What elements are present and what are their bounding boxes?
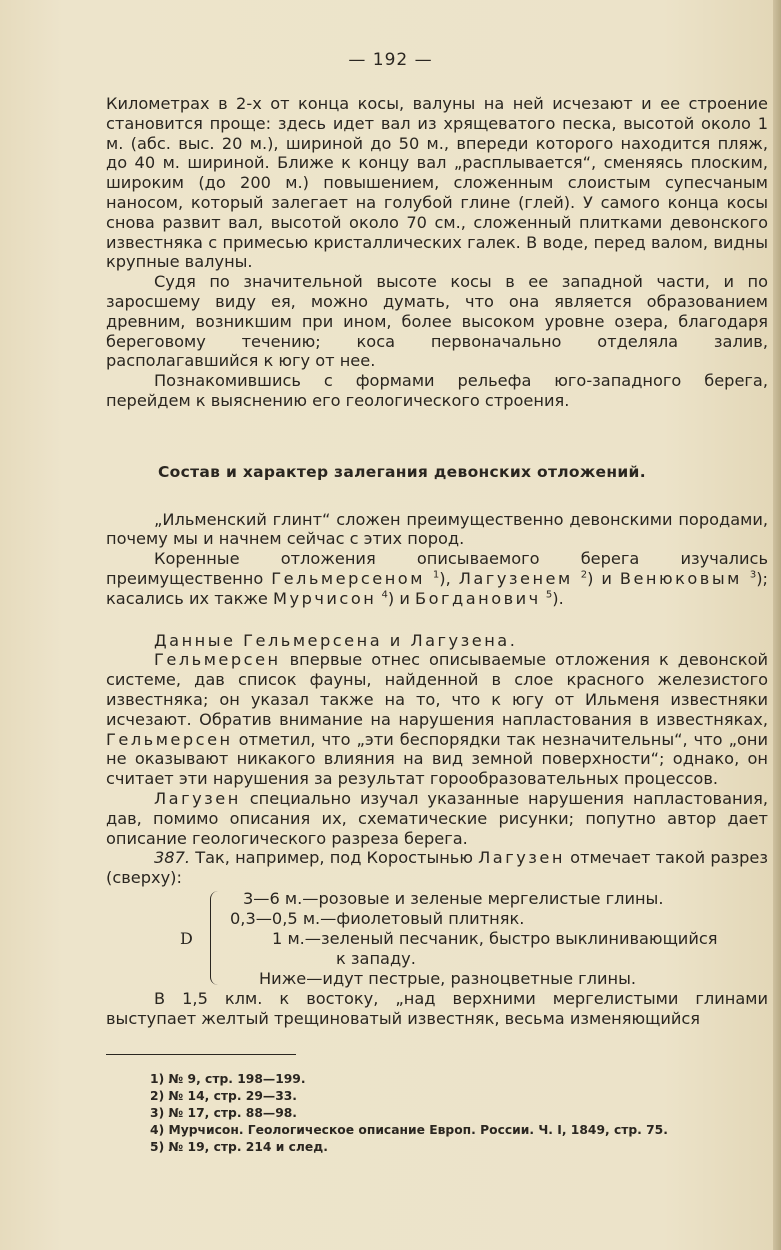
strata-line: Ниже—идут пестрые, разноцветные глины. xyxy=(259,968,637,988)
footnotes xyxy=(150,1071,768,1155)
subheading: Данные Гельмерсена и Лагузена. xyxy=(154,630,518,650)
strata-line: 3—6 м.—розовые и зеленые мергелистые глины. xyxy=(243,888,664,908)
page-body xyxy=(106,94,768,1155)
paragraph-glint: „Ильменский глинт“ сложен преимущественно девонскими породами, почему мы и начнем сейчас с этих пород. xyxy=(106,509,768,549)
footnote: 3) № 17, стр. 88—98. xyxy=(150,1106,297,1121)
section-heading: Состав и характер залегания девонских отложений. xyxy=(158,462,646,481)
paragraph-spit-age: Судя по значительной высоте косы в ее западной части, и по заросшему виду ея, можно думать, что она является образованием древним, возникшим при ином, более высоком уровне озера, благодаря береговому течению; коса первоначально отделяла залив, располагавшийся к югу от нее. xyxy=(106,272,768,371)
paragraph-helmersen: Гельмерсен впервые отнес описываемые отложения к девонской системе, дав список фауны, найденной в слое красного железистого известняка; он указал также на то, что к югу от Ильменя известняки исчезают. Обратив внимание на нарушения напластования в известняках, Гельмерсен отметил, что „эти беспорядки так незначительны“, что „они не оказывают никакого влияния на вид земной поверхности“; однако, он считает эти нарушения за результат горообразовательных процессов. xyxy=(106,650,768,789)
brace xyxy=(210,891,221,985)
paragraph-transition: Познакомившись с формами рельефа юго-западного берега, перейдем к выяснению его геологического строения. xyxy=(106,371,768,410)
strata-label: D xyxy=(180,928,193,948)
paragraph-lagusen: Лагузен специально изучал указанные нарушения напластования, дав, помимо описания их, схематические рисунки; попутно автор дает описание геологического разреза берега. xyxy=(106,788,768,848)
paragraph-387: 387. Так, например, под Коростынью Лагузен отмечает такой разрез (сверху): xyxy=(106,848,768,888)
strata-line: 0,3—0,5 м.—фиолетовый плитняк. xyxy=(230,908,525,928)
strata-section xyxy=(106,889,768,989)
footnote: 2) № 14, стр. 29—33. xyxy=(150,1089,297,1104)
paragraph-studied: Коренные отложения описываемого берега изучались преимущественно Гельмерсеном $^1$), Лагузенем $^2$) и Венюковым $^3$); касались их также Мурчисон $^4$) и Богданович $^5$). xyxy=(106,549,768,608)
paragraph-spit: Километрах в 2-х от конца косы, валуны на ней исчезают и ее строение становится проще: здесь идет вал из хрящеватого песка, высотой около 1 м. (абс. выс. 20 м.), шириной до 50 м., впереди которого находится пляж, до 40 м. шириной. Ближе к концу вал „расплывается“, сменяясь плоским, широким (до 200 м.) повышением, сложенным слоистым супесчаным наносом, который залегает на голубой глине (глей). У самого конца косы снова развит вал, высотой около 70 см., сложенный плитками девонского известняка с примесью кристаллических галек. В воде, перед валом, видны крупные валуны. xyxy=(106,94,768,272)
footnote: 5) № 19, стр. 214 и след. xyxy=(150,1139,328,1154)
footnote-rule xyxy=(106,1054,296,1055)
strata-line: 1 м.—зеленый песчаник, быстро выклинивающийся xyxy=(272,928,718,948)
strata-line: к западу. xyxy=(336,948,416,968)
footnote: 4) Мурчисон. Геологическое описание Европ. России. Ч. I, 1849, стр. 75. xyxy=(150,1122,668,1137)
page-edge xyxy=(773,0,781,1250)
page-number: — 192 — xyxy=(348,50,433,70)
footnote: 1) № 9, стр. 198—199. xyxy=(150,1072,306,1087)
paragraph-east: В 1,5 клм. к востоку, „над верхними мергелистыми глинами выступает желтый трещиноватый известняк, весьма изменяющийся xyxy=(106,988,768,1028)
